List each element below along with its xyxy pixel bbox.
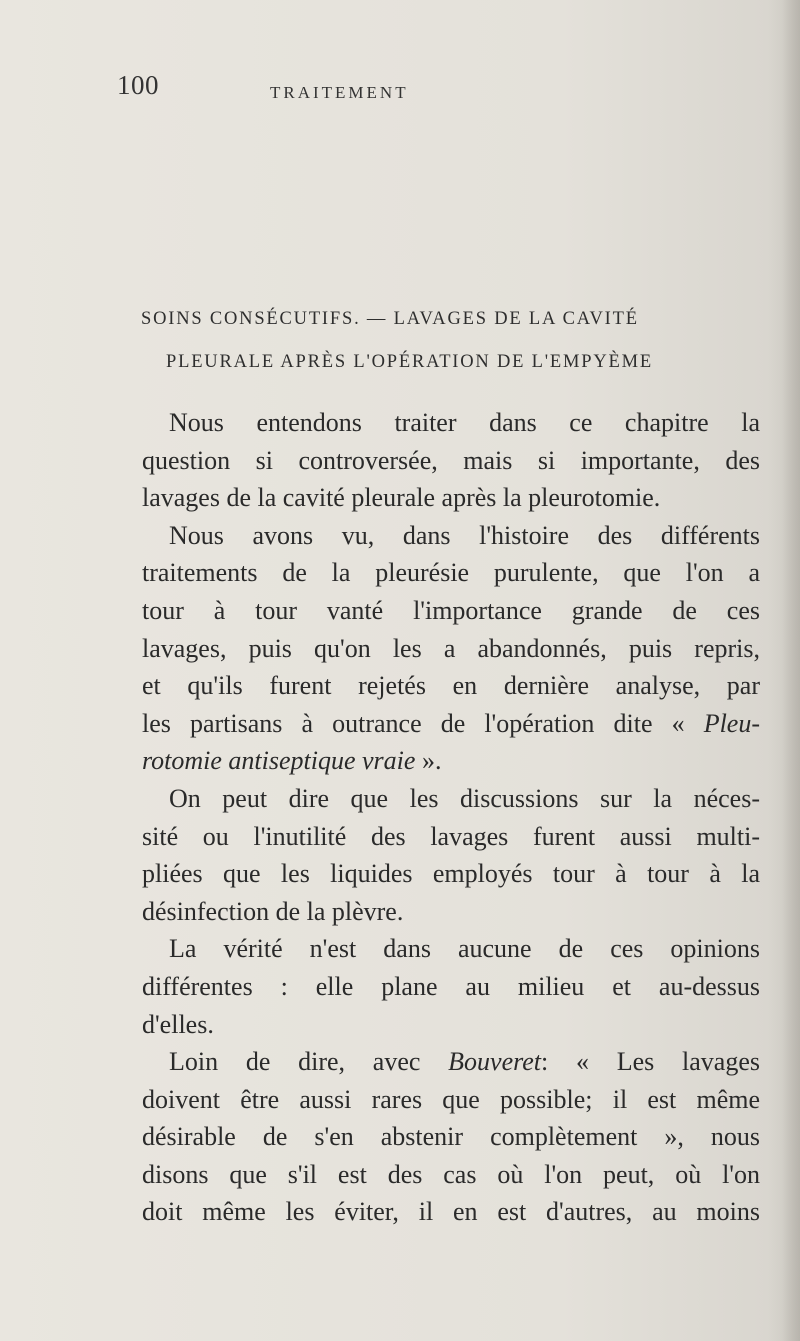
text-line: et qu'ils furent rejetés en dernière analyse, par	[142, 671, 760, 701]
text-line: tour à tour vanté l'importance grande de ces	[142, 595, 760, 625]
text-line: désinfection de la plèvre.	[142, 896, 404, 926]
page-edge-shadow	[782, 0, 800, 1341]
text-line	[142, 742, 760, 780]
text-line: question si controversée, mais si importante, des	[142, 445, 760, 475]
text-line: doivent être aussi rares que possible; il est même	[142, 1084, 760, 1114]
text-line: lavages de la cavité pleurale après la pleurotomie.	[142, 483, 661, 513]
text-segment: ».	[415, 746, 442, 776]
body-text	[142, 404, 760, 1231]
text-segment: les partisans à outrance de l'opération dite «	[142, 708, 704, 738]
text-line: disons que s'il est des cas où l'on peut, où l'on	[142, 1159, 760, 1189]
text-line: La vérité n'est dans aucune de ces opinions	[169, 934, 760, 964]
text-line: On peut dire que les discussions sur la néces-	[169, 783, 760, 813]
text-line: traitements de la pleurésie purulente, que l'on a	[142, 558, 760, 588]
text-line: désirable de s'en abstenir complètement », nous	[142, 1122, 760, 1152]
text-line: Nous avons vu, dans l'histoire des différents	[169, 520, 760, 550]
text-segment: : « Les lavages	[541, 1047, 760, 1077]
text-line: sité ou l'inutilité des lavages furent aussi multi-	[142, 821, 760, 851]
italic-term: rotomie antiseptique vraie	[142, 746, 416, 776]
text-line: pliées que les liquides employés tour à tour à la	[142, 859, 760, 889]
text-line: différentes : elle plane au milieu et au-dessus	[142, 971, 760, 1001]
running-head: TRAITEMENT	[270, 83, 409, 102]
text-segment: Loin de dire, avec	[169, 1047, 449, 1077]
italic-author: Bouveret	[448, 1047, 542, 1077]
text-line: Nous entendons traiter dans ce chapitre la	[169, 408, 760, 437]
section-title-line-2: PLEURALE APRÈS L'OPÉRATION DE L'EMPYÈME	[166, 352, 653, 372]
page-number: 100	[117, 70, 159, 100]
text-line: doit même les éviter, il en est d'autres, au moins	[142, 1197, 760, 1227]
text-line: lavages, puis qu'on les a abandonnés, puis repris,	[142, 633, 760, 663]
section-title-line-1: SOINS CONSÉCUTIFS. — LAVAGES DE LA CAVITÉ	[141, 309, 639, 329]
italic-term: Pleu-	[703, 708, 760, 738]
text-line	[142, 1043, 760, 1081]
text-line: d'elles.	[142, 1009, 214, 1039]
text-line	[142, 705, 760, 743]
